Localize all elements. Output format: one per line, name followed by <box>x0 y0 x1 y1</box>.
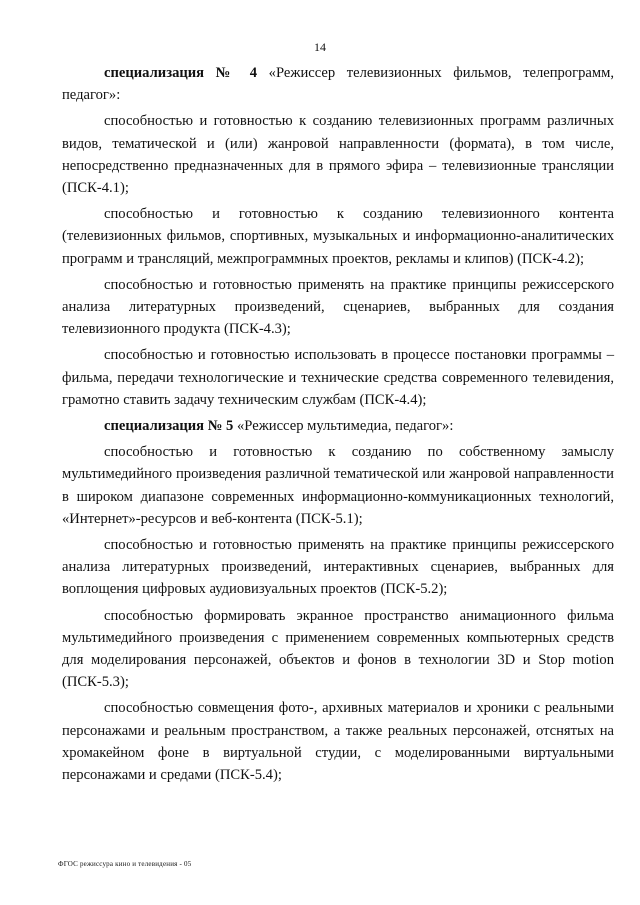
paragraph-psk-4-3: способностью и готовностью применять на практике принципы режиссерского анализа литературных произведений, сценариев, выбранных для создания телевизионного продукта (ПСК-4.3); <box>62 276 614 338</box>
specialization-title: «Режиссер телевизионных фильмов, телепрограмм, педагог»: <box>62 65 614 104</box>
specialization-label: специализация № 4 <box>104 65 258 81</box>
paragraph-psk-5-1: способностью и готовностью к созданию по собственному замыслу мультимедийного произведения различной тематической или жанровой направленности в широком диапазоне современных информационно-коммуникационных технологий, «Интернет»-ресурсов и веб-контента (ПСК-5.1); <box>62 444 614 527</box>
paragraph-specialization-5-heading <box>62 415 614 437</box>
paragraph-psk-4-2: способностью и готовностью к созданию телевизионного контента (телевизионных фильмов, спортивных, музыкальных и информационно-аналитических программ и трансляций, межпрограммных проектов, рекламы и клипов) (ПСК-4.2); <box>62 206 614 267</box>
paragraph-psk-4-4: способностью и готовностью использовать в процессе постановки программы – фильма, передачи технологические и технические средства современного телевидения, грамотно ставить задачу техническим службам (ПСК-4.4); <box>62 347 614 408</box>
page-number: 14 <box>314 40 326 54</box>
paragraph-psk-5-4: способностью совмещения фото-, архивных материалов и хроники с реальными персонажами и реальным пространством, а также реальных персонажей, отснятых на хромакейном фоне в виртуальной студии, с моделированными виртуальными персонажами и средами (ПСК-5.4); <box>62 700 614 784</box>
specialization-title: «Режиссер мультимедиа, педагог»: <box>233 418 454 435</box>
paragraph-psk-4-1: способностью и готовностью к созданию телевизионных программ различных видов, тематической и (или) жанровой направленности (формата), в том числе, непосредственно предназначенных для в прямого эфира – телевизионные трансляции (ПСК-4.1); <box>62 113 614 197</box>
page-footer: ФГОС режиссура кино и телевидения - 05 <box>58 860 192 868</box>
paragraph-specialization-4-heading <box>62 62 614 106</box>
paragraph-psk-5-3: способностью формировать экранное пространство анимационного фильма мультимедийного произведения с применением современных компьютерных средств для моделирования персонажей, объектов и фонов в технологии 3D и Stop motion (ПСК-5.3); <box>62 607 614 691</box>
paragraph-psk-5-2: способностью и готовностью применять на практике принципы режиссерского анализа литературных произведений, интерактивных сценариев, выбранных для воплощения цифровых аудиовизуальных проектов (ПСК-5.2); <box>62 537 614 598</box>
document-body <box>62 62 614 790</box>
specialization-label: специализация № 5 <box>104 418 234 435</box>
